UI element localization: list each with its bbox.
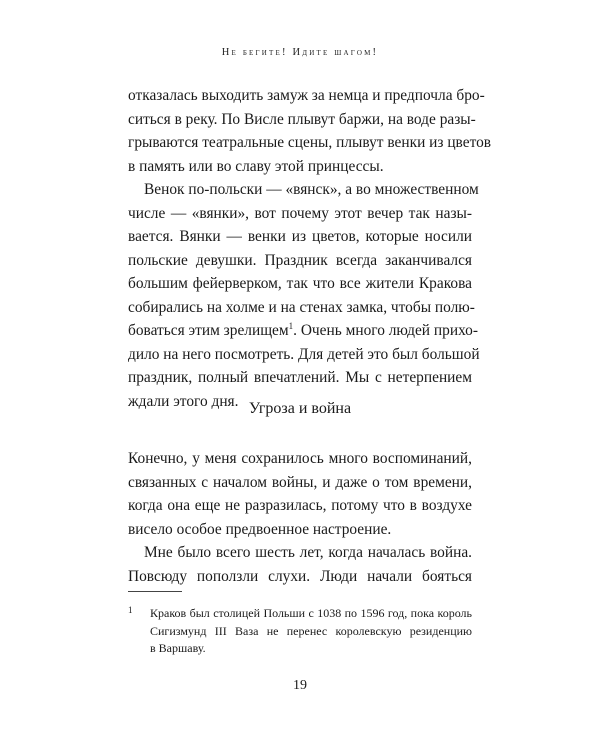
text-line: числе — «вянки», вот почему этот вечер так назы-	[128, 204, 472, 222]
footnote-line: Краков был столицей Польши с 1038 по 1596 год, пока король	[150, 606, 472, 620]
text-line: собирались на холме и на стенах замка, чтобы полю-	[128, 298, 475, 316]
footnote-line: в Варшаву.	[150, 641, 206, 655]
footnote	[128, 605, 472, 658]
text-line: праздник, полный впечатлений. Мы с нетерпением	[128, 369, 472, 386]
text-line: грываются театральные сцены, плывут венки из цветов	[128, 134, 492, 151]
text-block-bottom	[128, 447, 472, 588]
text-line: Венок по-польски — «вянск», а во множественном	[144, 181, 479, 198]
footnote-reference[interactable]: 1	[288, 320, 294, 331]
text-line: отказалась выходить замуж за немца и предпочла бро-	[128, 87, 485, 104]
text-line: связанных с началом войны, и даже о том времени,	[128, 473, 472, 491]
footnote-separator	[128, 591, 182, 592]
section-heading: Угроза и война	[248, 400, 352, 417]
text-line: Повсюду поползли слухи. Люди начали бояться	[128, 567, 472, 585]
text-block-top	[128, 84, 492, 413]
text-line: вается. Вянки — венки из цветов, которые носили	[128, 228, 472, 245]
text-line: Конечно, у меня сохранилось много воспоминаний,	[128, 450, 472, 467]
text-line: ждали этого дня.	[128, 392, 239, 410]
footnote-line: Сигизмунд III Ваза не перенес королевскую резиденцию	[150, 623, 472, 638]
text-line: польские девушки. Праздник всегда заканчивался	[128, 251, 472, 269]
footnote-marker: 1	[128, 605, 133, 615]
running-head: Не бегите! Идите шагом!	[221, 47, 379, 58]
text-line-with-footnote-ref	[128, 319, 478, 343]
text-line: висело особое предвоенное настроение.	[128, 520, 392, 538]
text-line: дило на него посмотреть. Для детей это был большой	[128, 345, 480, 363]
text-fragment: . Очень много людей прихо-	[293, 322, 478, 339]
text-line: в память или во славу этой принцессы.	[128, 157, 384, 175]
page-number: 19	[293, 678, 307, 693]
text-line: когда она еще не разразилась, потому что в воздухе	[128, 497, 472, 514]
text-fragment: боваться этим зрелищем	[128, 322, 289, 339]
text-line: Мне было всего шесть лет, когда началась война.	[144, 544, 472, 561]
text-line: ситься в реку. По Висле плывут баржи, на воде разы-	[128, 110, 476, 128]
text-line: большим фейерверком, так что все жители Кракова	[128, 275, 472, 292]
